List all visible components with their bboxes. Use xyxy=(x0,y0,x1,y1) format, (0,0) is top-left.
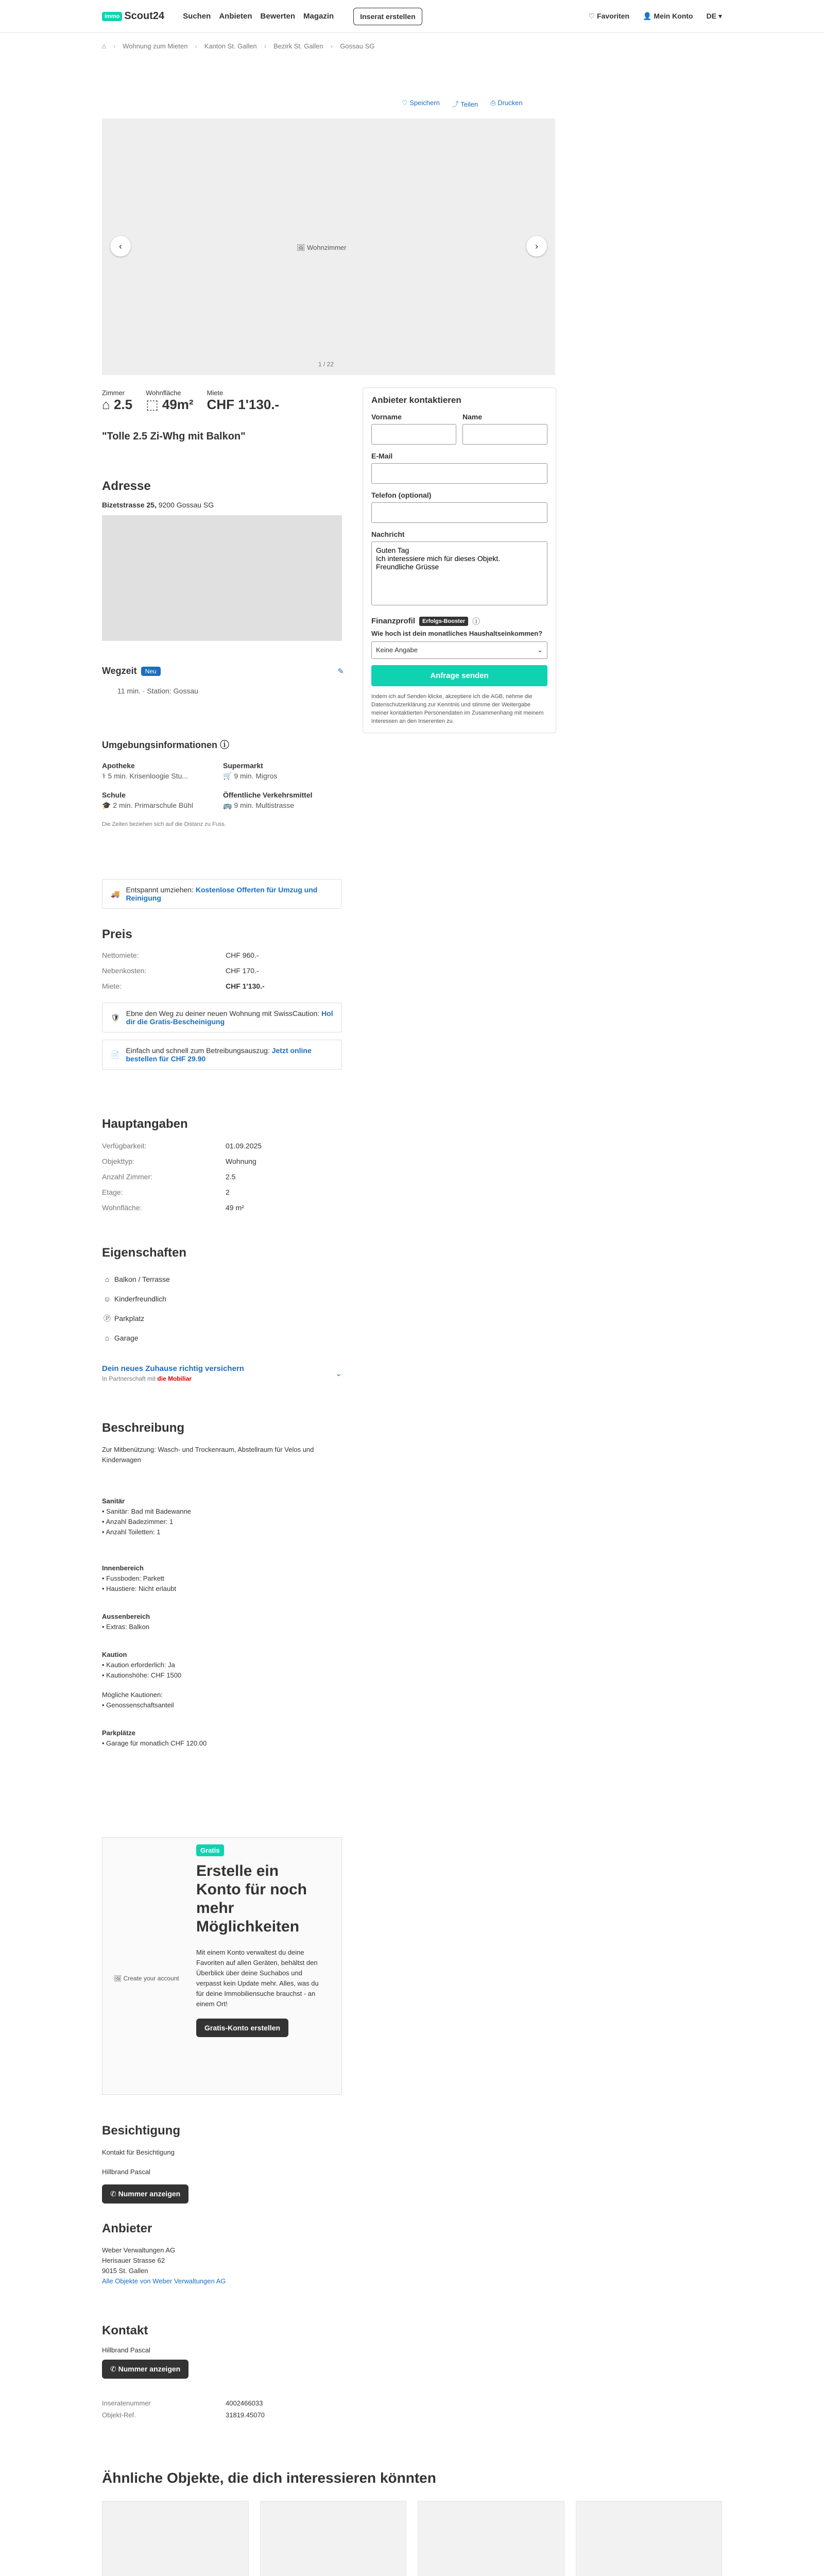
first-name-input[interactable] xyxy=(371,424,456,445)
main-info: Hauptangaben Verfügbarkeit: 01.09.2025 Objekttyp: Wohnung Anzahl Zimmer: 2.5 Etage: 2 Wohnfläche: 49 m² xyxy=(102,1117,262,1212)
document-icon: 📄 xyxy=(111,1050,120,1059)
description: Beschreibung Zur Mitbenützung: Wasch- und Trockenraum, Abstellraum für Velos und Kinderwagen Sanitär • Sanitär: Bad mit Badewanne • Anzahl Badezimmer: 1 • Anzahl Toiletten: 1 Innenbereich • Fussboden: Parkett • Haustiere: Nicht erlaubt Aussenbereich • Extras: Balkon Kaution • Kaution erforderlich: Ja • Kautionshöhe: CHF 1500 Mögliche Kautionen: • Genossenschaftsanteil Parkplätze • Garage für monatlich CHF 120.00 xyxy=(102,1421,314,1747)
save-button[interactable]: ♡ Speichern xyxy=(402,99,440,107)
heart-icon: ♡ xyxy=(588,12,597,20)
truck-icon: 🚚 xyxy=(111,889,120,898)
similar-card[interactable] xyxy=(102,2501,249,2576)
map[interactable] xyxy=(102,515,342,641)
language-select[interactable]: DE ▾ xyxy=(706,12,722,20)
breadcrumb: ⌂ › Wohnung zum Mieten › Kanton St. Gallen › Bezirk St. Gallen › Gossau SG xyxy=(102,42,375,50)
similar-card[interactable] xyxy=(418,2501,564,2576)
nav-magazin[interactable]: Magazin xyxy=(303,12,334,21)
nav-bewerten[interactable]: Bewerten xyxy=(260,12,296,21)
gallery-counter: 1 / 22 xyxy=(318,361,334,368)
show-number-button[interactable]: ✆ Nummer anzeigen xyxy=(102,2360,188,2379)
environment-info: Umgebungsinformationen ⓘ Apotheke ⚕ 5 min. Krisenloogie Stu... Supermarkt 🛒 9 min. Migros Schule 🎓 2 min. Primarschule Bühl Öffentliche Verkehrsmittel 🚌 9 min. Multistrasse Die Zeiten beziehen sich auf die Distanz zu Fuss. xyxy=(102,740,313,827)
nav-anbieten[interactable]: Anbieten xyxy=(219,12,252,21)
breadcrumb-item[interactable]: Wohnung zum Mieten xyxy=(123,42,188,50)
parking-icon: Ⓟ xyxy=(104,1314,111,1323)
print-button[interactable]: ⎙ Drucken xyxy=(490,99,523,107)
phone-icon: ✆ xyxy=(110,2365,118,2373)
logo[interactable]: immo Scout24 xyxy=(102,10,164,22)
chevron-down-icon: ⌄ xyxy=(537,646,543,654)
header-right xyxy=(589,12,722,21)
promo-image: 🖼 Create your account xyxy=(114,1975,179,1982)
account-link[interactable]: 👤 Mein Konto xyxy=(643,12,693,20)
similar-card[interactable] xyxy=(576,2501,723,2576)
nav-suchen[interactable]: Suchen xyxy=(183,12,211,21)
address-section: Adresse Bizetstrasse 25, 9200 Gossau SG xyxy=(102,479,339,641)
home-icon: ⌂ xyxy=(102,397,114,412)
create-account-button[interactable]: Gratis-Konto erstellen xyxy=(196,2019,288,2037)
breadcrumb-item[interactable]: Bezirk St. Gallen xyxy=(273,42,323,50)
child-icon: ☺ xyxy=(103,1295,111,1303)
debt-extract-box[interactable]: 📄 Einfach und schnell zum Betreibungsauszug: Jetzt online bestellen für CHF 29.90 xyxy=(102,1040,342,1070)
bus-icon: 🚌 xyxy=(223,801,234,809)
insert-button[interactable]: Inserat erstellen xyxy=(353,8,422,25)
pharmacy-icon: ⚕ xyxy=(102,772,108,780)
income-select[interactable]: Keine Angabe ⌄ xyxy=(371,641,547,659)
similar-heading: Ähnliche Objekte, die dich interessieren könnten xyxy=(102,2470,436,2486)
shield-icon: 🛡 xyxy=(111,1013,120,1022)
image-gallery[interactable] xyxy=(102,118,555,375)
swisscaution-box[interactable]: 🛡 Ebne den Weg zu deiner neuen Wohnung mit SwissCaution: Hol dir die Gratis-Bescheinigung xyxy=(102,1003,342,1032)
edit-icon[interactable]: ✎ xyxy=(337,667,344,676)
moving-offer[interactable]: 🚚 Entspannt umziehen: Kostenlose Offerten für Umzug und Reinigung xyxy=(102,879,342,909)
similar-listings xyxy=(102,2501,722,2576)
contact-section: Kontakt Hillbrand Pascal ✆ Nummer anzeigen Inseratenummer 4002466033 Objekt-Ref. 31819.45070 xyxy=(102,2324,265,2419)
price-section: Preis Nettomiete: CHF 960.- Nebenkosten: CHF 170.- Miete: CHF 1'130.- 🛡 Ebne den Weg zu deiner neuen Wohnung mit SwissCaution: Hol dir die Gratis-Bescheinigung 📄 Einfach und schnell zum Betreibungsauszug: Jetzt online bestellen für CHF 29.90 xyxy=(102,927,342,1070)
show-number-button[interactable]: ✆ Nummer anzeigen xyxy=(102,2184,188,2204)
key-facts: Zimmer ⌂ 2.5 Wohnfläche ⬚ 49m² Miete CHF 1'130.- xyxy=(102,389,280,412)
info-icon: ⓘ xyxy=(220,740,230,750)
favorites-link[interactable]: ♡ Favoriten xyxy=(588,12,630,20)
visit-section: Besichtigung Kontakt für Besichtigung Hillbrand Pascal ✆ Nummer anzeigen xyxy=(102,2124,339,2204)
breadcrumb-item[interactable]: Kanton St. Gallen xyxy=(204,42,257,50)
email-field[interactable] xyxy=(371,463,547,484)
cart-icon: 🛒 xyxy=(223,772,234,780)
listing-actions xyxy=(402,99,523,109)
gallery-image: 🖼 Wohnzimmer xyxy=(297,244,347,251)
school-icon: 🎓 xyxy=(102,801,113,809)
balcony-icon: ⌂ xyxy=(105,1275,110,1283)
image-icon: 🖼 xyxy=(114,1975,122,1982)
area-icon: ⬚ xyxy=(146,397,162,412)
share-button[interactable]: ⤴ Teilen xyxy=(452,100,478,108)
insurance-teaser[interactable]: Dein neues Zuhause richtig versichern In Partnerschaft mit die Mobiliar ⌄ xyxy=(102,1364,342,1382)
print-icon: ⎙ xyxy=(490,99,498,107)
user-icon: 👤 xyxy=(643,12,654,20)
share-icon: ⤴ xyxy=(452,100,461,108)
features: Eigenschaften ⌂ Balkon / Terrasse ☺ Kinderfreundlich Ⓟ Parkplatz ⌂ Garage xyxy=(102,1246,339,1348)
last-name-input[interactable] xyxy=(462,424,547,445)
phone-field[interactable] xyxy=(371,502,547,523)
chevron-down-icon: ⌄ xyxy=(335,1369,342,1378)
main-nav xyxy=(183,12,342,21)
listing-title: "Tolle 2.5 Zi-Whg mit Balkon" xyxy=(102,431,246,442)
chevron-right-icon[interactable]: › xyxy=(526,236,547,257)
garage-icon: ⌂ xyxy=(105,1334,110,1342)
heart-icon: ♡ xyxy=(402,99,410,107)
breadcrumb-current: Gossau SG xyxy=(340,42,375,50)
home-icon[interactable]: ⌂ xyxy=(102,42,106,50)
similar-card[interactable] xyxy=(260,2501,407,2576)
provider-listings-link[interactable]: Alle Objekte von Weber Verwaltungen AG xyxy=(102,2277,226,2285)
info-icon: ⓘ xyxy=(472,617,480,626)
commute: Wegzeit Neu ✎ 11 min. · Station: Gossau xyxy=(102,666,344,695)
contact-form: Anbieter kontaktieren Vorname Name E-Mail Telefon (optional) Nachricht Guten Tag Ich interessiere mich für dieses Objekt. Freundliche Grüsse Finanzprofil Erfolgs-Booster ⓘ Wie hoch ist dein monatliches Haushaltseinkommen? Keine Angabe ⌄ Anfrage senden Indem ich auf Senden klicke, akzeptiere ich die AGB, nehme die Datenschutzerklärung zur Kenntnis und stimme der Weitergabe meiner kontaktierten Personendaten im Zusammenhang mit meinem Interessen an den Inserenten zu. xyxy=(363,387,556,733)
chevron-left-icon[interactable]: ‹ xyxy=(110,236,131,257)
send-request-button[interactable]: Anfrage senden xyxy=(371,665,547,686)
message-textarea[interactable] xyxy=(371,541,547,605)
account-promo: 🖼 Create your account Gratis Erstelle ein Konto für noch mehr Möglichkeiten Mit einem Konto verwaltest du deine Favoriten auf allen Geräten, behältst den Überblick über deine Suchabos und verpasst kein Update mehr. Alles, was du für deine Immobiliensuche brauchst - an einem Ort! Gratis-Konto erstellen xyxy=(102,1837,342,2095)
provider-section: Anbieter Weber Verwaltungen AG Herisauer Strasse 62 9015 St. Gallen Alle Objekte von Weber Verwaltungen AG xyxy=(102,2222,226,2285)
phone-icon: ✆ xyxy=(110,2190,118,2198)
site-header xyxy=(0,0,824,33)
